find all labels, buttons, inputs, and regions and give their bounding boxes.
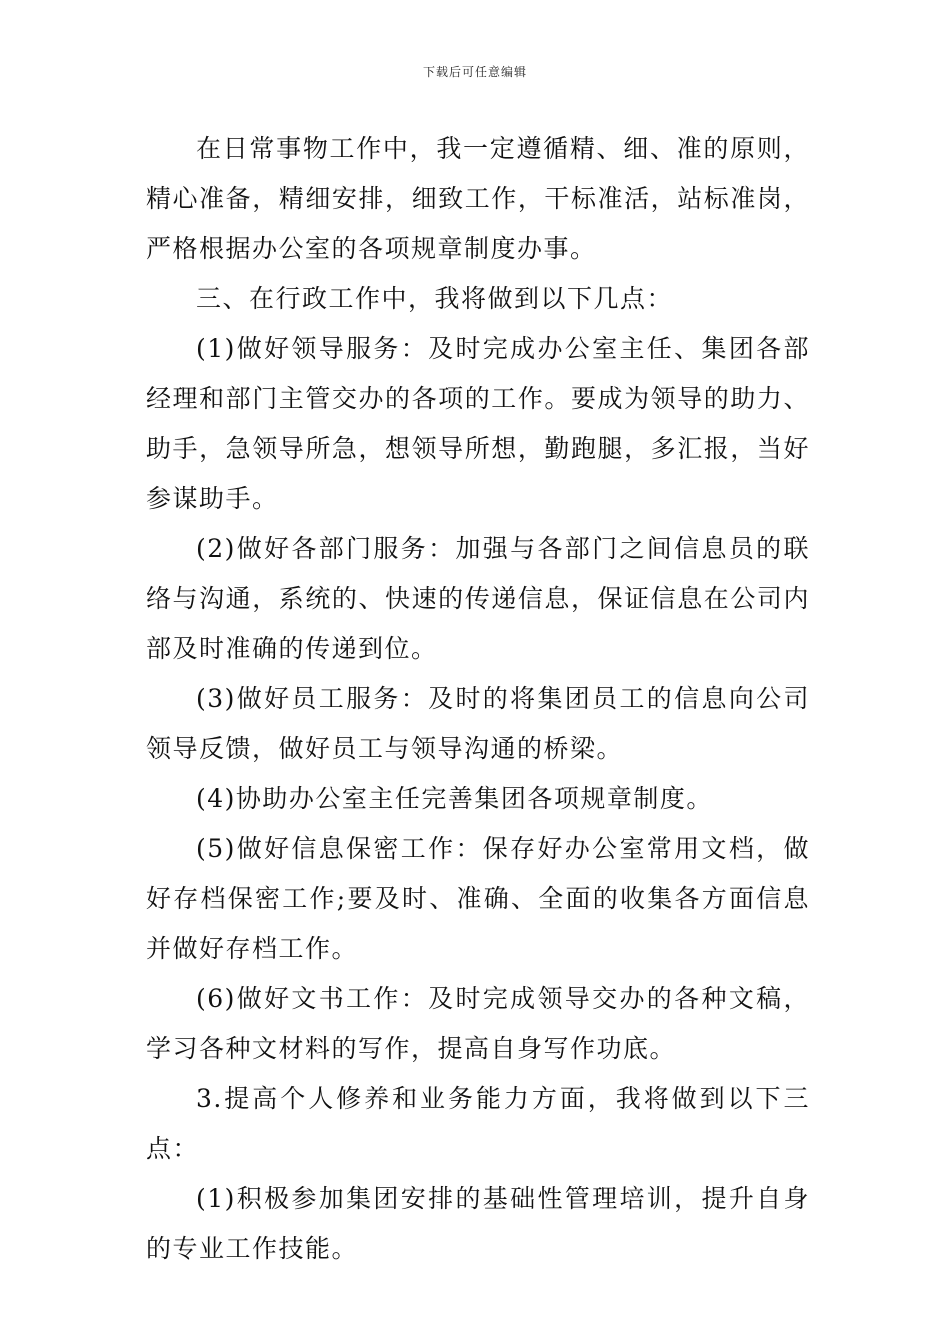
paragraph-employee-service: (3)做好员工服务：及时的将集团员工的信息向公司领导反馈，做好员工与领导沟通的桥梁。 xyxy=(146,684,810,763)
paragraph-regulations: (4)协助办公室主任完善集团各项规章制度。 xyxy=(196,784,713,813)
document-body xyxy=(146,124,810,1274)
paragraph-section-three-heading: 三、在行政工作中，我将做到以下几点： xyxy=(196,284,674,313)
paragraph-confidentiality: (5)做好信息保密工作：保存好办公室常用文档，做好存档保密工作;要及时、准确、全面的收集各方面信息并做好存档工作。 xyxy=(146,834,810,963)
paragraph-daily-work: 在日常事物工作中，我一定遵循精、细、准的原则，精心准备，精细安排，细致工作，干标准活，站标准岗，严格根据办公室的各项规章制度办事。 xyxy=(146,134,810,263)
paragraph-department-service: (2)做好各部门服务：加强与各部门之间信息员的联络与沟通，系统的、快速的传递信息，保证信息在公司内部及时准确的传递到位。 xyxy=(146,534,810,663)
page-header: 下载后可任意编辑 xyxy=(422,65,527,79)
paragraph-personal-improvement-heading: 3.提高个人修养和业务能力方面，我将做到以下三点： xyxy=(146,1084,810,1163)
paragraph-training: (1)积极参加集团安排的基础性管理培训，提升自身的专业工作技能。 xyxy=(146,1184,810,1263)
paragraph-leader-service: (1)做好领导服务：及时完成办公室主任、集团各部经理和部门主管交办的各项的工作。要成为领导的助力、助手，急领导所急，想领导所想，勤跑腿，多汇报，当好参谋助手。 xyxy=(146,334,810,513)
paragraph-clerical-work: (6)做好文书工作：及时完成领导交办的各种文稿，学习各种文材料的写作，提高自身写作功底。 xyxy=(146,984,810,1063)
